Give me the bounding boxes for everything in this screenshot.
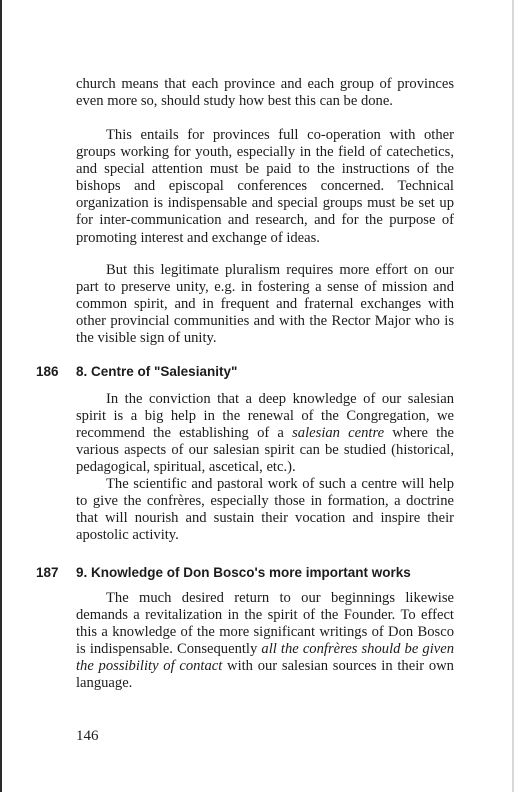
page-edge-shadow <box>0 0 2 792</box>
emphasis-text: all the confrères should be given the possibility of contact <box>76 641 454 675</box>
paragraph-pluralism: But this legitimate pluralism requires more effort on our part to preserve unity, e.g. in fostering a sense of mission and common spirit, and in frequent and fraternal exchanges with other provincial communities and with the Rector Major who is the visible sign of unity. <box>76 262 454 347</box>
emphasis-text: salesian centre <box>292 425 385 442</box>
margin-number: 187 <box>36 565 59 580</box>
paragraph-cooperation: This entails for provinces full co-operation with other groups working for youth, especially in the field of catechetics, and special attention must be paid to the instructions of the bishops and episcopal conferences concerned. Technical organization is indispensable and special groups must be set up for inter-communication and research, and for the purpose of promoting interest and exchange of ideas. <box>76 127 454 246</box>
section-title: 8. Centre of "Salesianity" <box>76 364 238 379</box>
paragraph-don-bosco-writings: The much desired return to our beginnings likewise demands a revitalization in the spirit of the Founder. To effect this a knowledge of the more significant writings of Don Bosco is indispensable. Consequently all the confrères should be given the possibility of contact with our salesian sources in their own language. <box>76 590 454 692</box>
paragraph-salesian-centre: In the conviction that a deep knowledge of our salesian spirit is a big help in the renewal of the Congregation, we recommend the establishing of a salesian centre where the various aspects of our salesian spirit can be studied (historical, pedagogical, spiritual, ascetical, etc.). <box>76 391 454 476</box>
page-number: 146 <box>76 728 99 744</box>
margin-number: 186 <box>36 364 59 379</box>
section-title: 9. Knowledge of Don Bosco's more important works <box>76 565 411 580</box>
section-heading-187 <box>36 565 476 585</box>
paragraph-scientific-work: The scientific and pastoral work of such a centre will help to give the confrères, especially those in formation, a doctrine that will nourish and sustain their vocation and inspire their apostolic activity. <box>76 476 454 544</box>
paragraph-continuation: church means that each province and each group of provinces even more so, should study how best this can be done. <box>76 76 454 110</box>
section-heading-186 <box>36 364 476 384</box>
